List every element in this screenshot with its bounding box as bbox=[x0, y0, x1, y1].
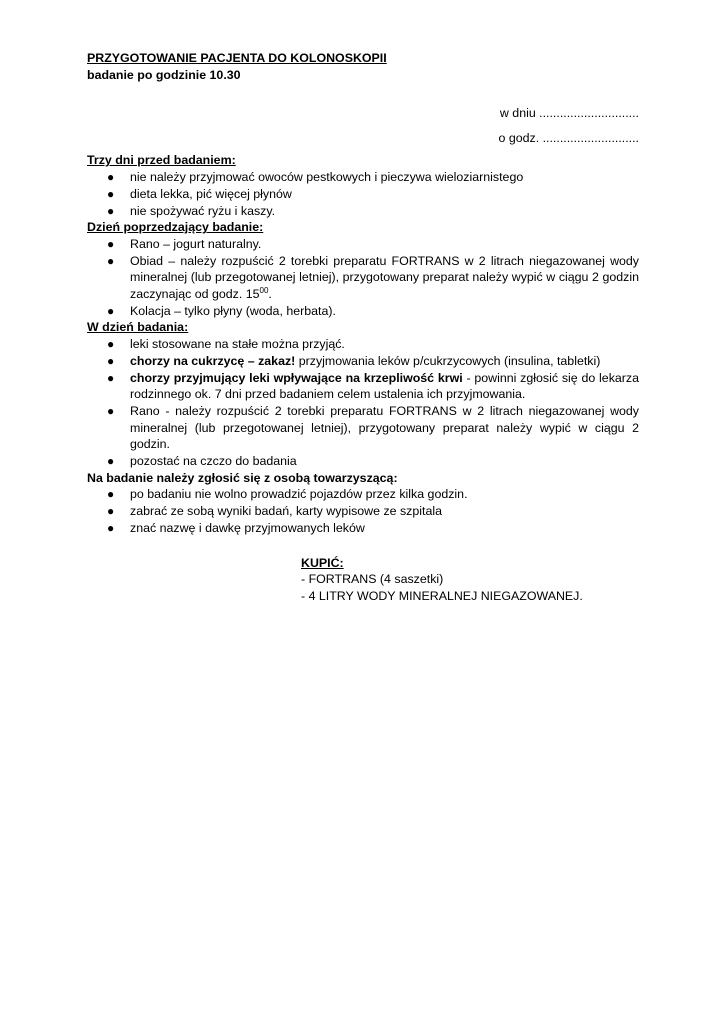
list-item-text: dieta lekka, pić więcej płynów bbox=[130, 186, 292, 201]
list-item-text: Rano - należy rozpuścić 2 torebki preparatu FORTRANS w 2 litrach niegazowanej wody mineralnej (lub przegotowanej letniej), przygotowany preparat należy wypić w ciągu 2 godzin. bbox=[130, 403, 639, 452]
date-field: w dniu ............................. bbox=[499, 106, 639, 121]
list-item-text: Rano – jogurt naturalny. bbox=[130, 236, 262, 251]
companion-list bbox=[87, 486, 639, 536]
bullet-icon: ● bbox=[107, 337, 115, 352]
bullet-icon: ● bbox=[107, 454, 115, 469]
list-item-text: znać nazwę i dawkę przyjmowanych leków bbox=[130, 520, 365, 535]
section-heading-day-before: Dzień poprzedzający badanie: bbox=[87, 220, 264, 235]
document-subtitle: badanie po godzinie 10.30 bbox=[87, 67, 241, 82]
time-superscript: 00 bbox=[259, 285, 269, 295]
day-before-list bbox=[87, 236, 639, 320]
bullet-icon: ● bbox=[107, 236, 115, 251]
section-heading-companion: Na badanie należy zgłosić się z osobą towarzyszącą: bbox=[87, 470, 398, 485]
list-item-bold-text: chorzy przyjmujący leki wpływające na krzepliwość krwi bbox=[130, 370, 463, 385]
list-item bbox=[87, 236, 639, 253]
list-item-text: po badaniu nie wolno prowadzić pojazdów przez kilka godzin. bbox=[130, 487, 468, 502]
list-item-text: nie należy przyjmować owoców pestkowych i pieczywa wieloziarnistego bbox=[130, 170, 524, 185]
list-item bbox=[87, 336, 639, 353]
list-item bbox=[87, 169, 639, 186]
list-item-text: zabrać ze sobą wyniki badań, karty wypisowe ze szpitala bbox=[130, 504, 442, 519]
list-item bbox=[87, 203, 639, 220]
list-item-text: przyjmowania leków p/cukrzycowych (insulina, tabletki) bbox=[295, 353, 601, 368]
list-item bbox=[87, 486, 639, 503]
bullet-icon: ● bbox=[107, 504, 115, 519]
shopping-list bbox=[301, 555, 639, 605]
list-item-text: Obiad – należy rozpuścić 2 torebki preparatu FORTRANS w 2 litrach niegazowanej wody mineralnej (lub przegotowanej letniej), przygotowany preparat należy wypić w ciągu 2 godzin zaczynając od godz. 15 bbox=[130, 253, 639, 302]
bullet-icon: ● bbox=[107, 303, 115, 318]
exam-day-list bbox=[87, 336, 639, 470]
bullet-icon: ● bbox=[107, 403, 115, 418]
list-item bbox=[87, 186, 639, 203]
shopping-list-item: - 4 LITRY WODY MINERALNEJ NIEGAZOWANEJ. bbox=[301, 588, 583, 603]
bullet-icon: ● bbox=[107, 253, 115, 268]
list-item-text: nie spożywać ryżu i kaszy. bbox=[130, 203, 276, 218]
shopping-list-item: - FORTRANS (4 saszetki) bbox=[301, 572, 444, 587]
date-time-block bbox=[87, 101, 639, 151]
list-item-text: leki stosowane na stałe można przyjąć. bbox=[130, 337, 345, 352]
list-item bbox=[87, 303, 639, 320]
list-item bbox=[87, 370, 639, 403]
list-item-text: pozostać na czczo do badania bbox=[130, 454, 297, 469]
list-item bbox=[87, 503, 639, 520]
bullet-icon: ● bbox=[107, 520, 115, 535]
shopping-list-heading: KUPIĆ: bbox=[301, 555, 344, 570]
list-item bbox=[87, 253, 639, 303]
list-item-bold-text: chorzy na cukrzycę – zakaz! bbox=[130, 353, 296, 368]
bullet-icon: ● bbox=[107, 487, 115, 502]
list-item bbox=[87, 520, 639, 537]
bullet-icon: ● bbox=[107, 186, 115, 201]
document-content bbox=[87, 50, 639, 605]
list-item bbox=[87, 453, 639, 470]
list-item-text: Kolacja – tylko płyny (woda, herbata). bbox=[130, 303, 336, 318]
bullet-icon: ● bbox=[107, 170, 115, 185]
section-heading-three-days: Trzy dni przed badaniem: bbox=[87, 153, 236, 168]
bullet-icon: ● bbox=[107, 370, 115, 385]
list-item bbox=[87, 403, 639, 453]
three-days-list bbox=[87, 169, 639, 219]
list-item-text-end: . bbox=[268, 287, 272, 302]
document-title: PRZYGOTOWANIE PACJENTA DO KOLONOSKOPII bbox=[87, 51, 387, 65]
time-field: o godz. ............................ bbox=[498, 131, 639, 146]
list-item-text: - powinni zgłosić się do lekarza rodzinnego ok. 7 dni przed badaniem celem ustalenia ich przyjmowania. bbox=[130, 370, 639, 402]
bullet-icon: ● bbox=[107, 203, 115, 218]
section-heading-exam-day: W dzień badania: bbox=[87, 320, 189, 335]
list-item bbox=[87, 353, 639, 370]
bullet-icon: ● bbox=[107, 353, 115, 368]
